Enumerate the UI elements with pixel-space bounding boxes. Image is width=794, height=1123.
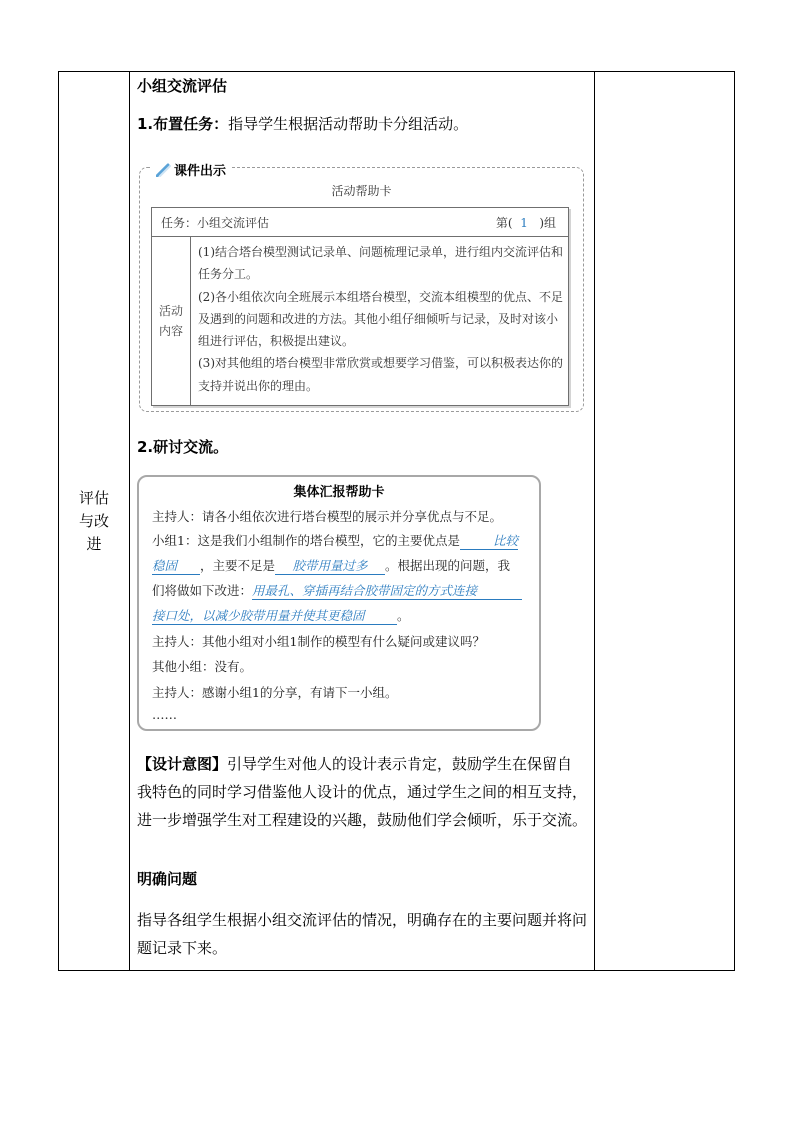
group-suffix: )组	[539, 216, 556, 230]
group-number: 1	[520, 216, 528, 230]
card-header-row	[152, 208, 568, 237]
help-card-title: 活动帮助卡	[331, 184, 392, 198]
report-text: 。根据出现的问题，我	[385, 558, 511, 573]
answer-fill: 用最孔、穿插再结合胶带固定的方式连接	[252, 581, 522, 600]
report-line: 主持人：感谢小组1的分享，有请下一小组。	[152, 685, 398, 700]
activity-content-label-cell	[152, 237, 191, 405]
report-line	[152, 556, 510, 575]
report-line	[152, 606, 410, 625]
section-title: 小组交流评估	[137, 77, 228, 95]
activity-item: (1)结合塔台模型测试记录单、问题梳理记录单，进行组内交流评估和任务分工。	[198, 245, 564, 282]
step1-text: 指导学生根据活动帮助卡分组活动。	[228, 115, 469, 133]
report-text: 。	[397, 608, 410, 623]
task-label: 任务：小组交流评估	[161, 216, 270, 230]
stage-label: 评估与改进	[78, 488, 109, 553]
activity-item: (2)各小组依次向全班展示本组塔台模型，交流本组模型的优点、不足及遇到的问题和改进的方法。其他小组仔细倾听与记录，及时对该小组进行评估，积极提出建议。	[198, 289, 564, 349]
courseware-tag	[152, 160, 230, 179]
report-line: 主持人：其他小组对小组1制作的模型有什么疑问或建议吗？	[152, 634, 485, 649]
answer-fill: 稳固	[152, 556, 200, 575]
answer-fill: 接口处，以减少胶带用量并使其更稳固	[152, 606, 397, 625]
design-intent-text: 引导学生对他人的设计表示肯定，鼓励学生在保留自我特色的同时学习借鉴他人设计的优点，通过学生之间的相互支持，进一步增强学生对工程建设的兴趣，鼓励他们学会倾听，乐于交流。	[137, 755, 588, 829]
activity-item: (3)对其他组的塔台模型非常欣赏或想要学习借鉴，可以积极表达你的支持并说出你的理由。	[198, 356, 564, 393]
group-label	[496, 214, 556, 231]
group-prefix: 第(	[495, 216, 513, 230]
stage-cell	[59, 72, 129, 970]
step1-number: 1.布置任务：	[137, 115, 229, 133]
courseware-tag-label: 课件出示	[174, 164, 227, 179]
report-line: ……	[152, 707, 177, 722]
activity-content	[198, 241, 564, 397]
step1-line	[137, 113, 468, 134]
activity-content-label: 活动内容	[158, 304, 183, 338]
column-divider-1	[129, 72, 130, 970]
report-line: 其他小组：没有。	[152, 659, 253, 674]
step2-title: 2.研讨交流。	[137, 438, 229, 456]
design-intent-label: 【设计意图】	[137, 755, 228, 773]
clarify-title: 明确问题	[137, 870, 198, 888]
report-card-title: 集体汇报帮助卡	[293, 485, 385, 500]
report-line: 主持人：请各小组依次进行塔台模型的展示并分享优点与不足。	[152, 509, 503, 524]
report-text: 们将做如下改进：	[152, 583, 253, 598]
column-divider-2	[594, 72, 595, 970]
report-text: ，主要不足是	[200, 558, 276, 573]
report-line	[152, 531, 518, 550]
design-intent	[137, 750, 587, 834]
answer-fill: 胶带用量过多	[275, 556, 385, 575]
activity-help-card	[151, 207, 569, 406]
answer-fill: 比较	[460, 531, 518, 550]
pen-stroke-icon	[156, 163, 172, 177]
report-text: 小组1：这是我们小组制作的塔台模型，它的主要优点是	[152, 533, 460, 548]
report-line	[152, 581, 522, 600]
clarify-text: 指导各组学生根据小组交流评估的情况，明确存在的主要问题并将问题记录下来。	[137, 911, 588, 957]
